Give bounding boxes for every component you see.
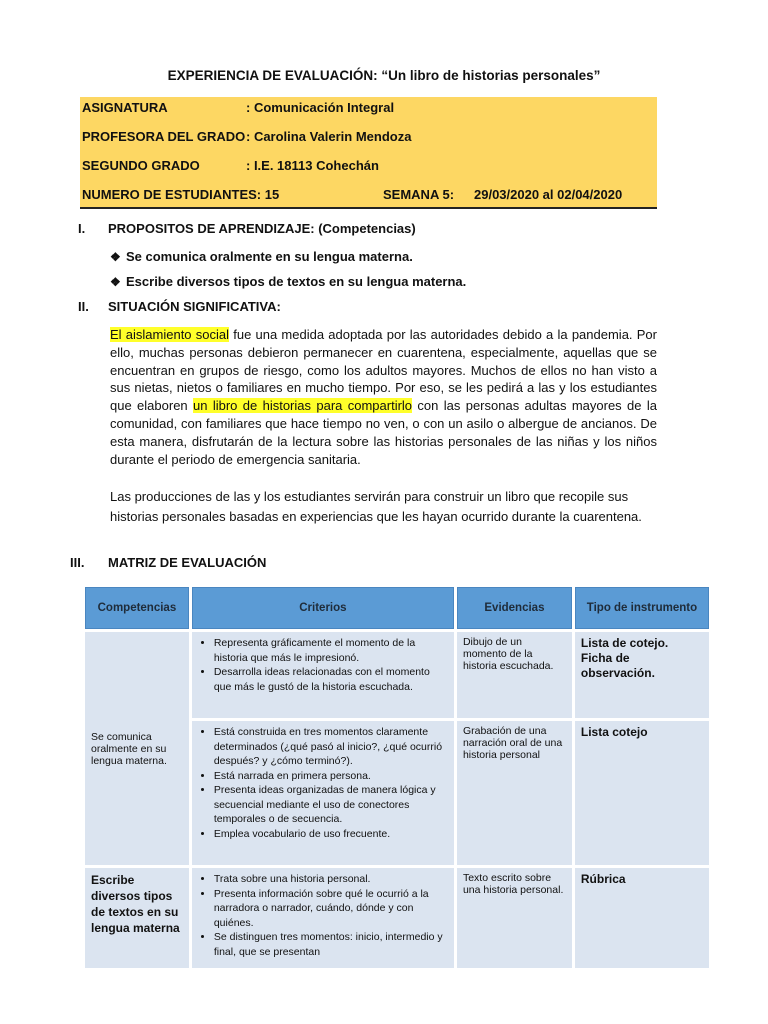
header-tipo-instrumento: Tipo de instrumento	[575, 587, 709, 629]
evidencia-cell: Texto escrito sobre una historia personal.	[457, 868, 572, 968]
section-2-heading	[78, 299, 678, 317]
instrumento-line: Lista de cotejo.	[580, 636, 669, 650]
purpose-bullet	[110, 274, 466, 289]
section-3-heading	[70, 555, 670, 573]
header-competencias: Competencias	[85, 587, 189, 629]
estudiantes-label: NUMERO DE ESTUDIANTES: 15	[82, 187, 280, 202]
diamond-bullet-icon: ❖	[110, 250, 121, 264]
situation-paragraph	[110, 326, 657, 468]
purpose-text: Escribe diversos tipos de textos en su lengua materna.	[126, 274, 467, 289]
section-3-number: III.	[70, 555, 85, 570]
semana-value: 29/03/2020 al 02/04/2020	[474, 187, 623, 202]
criterio-item: • Presenta ideas organizadas de manera lógica y secuencial mediante el uso de conectores temporales o de secuencia.	[214, 783, 448, 827]
highlight-text: un libro de historias para compartirlo	[193, 398, 413, 414]
header-evidencias: Evidencias	[457, 587, 572, 629]
section-1-heading	[78, 221, 678, 239]
criterio-item: • Se distinguen tres momentos: inicio, intermedio y final, que se presentan	[214, 930, 448, 959]
evidencia-cell: Dibujo de un momento de la historia escuchada.	[457, 632, 572, 718]
criterio-item: • Está narrada en primera persona.	[214, 769, 448, 784]
table-header-row	[85, 587, 709, 629]
table-row	[85, 868, 709, 968]
section-1-title: PROPOSITOS DE APRENDIZAJE: (Competencias)	[108, 221, 416, 236]
instrumento-cell: Rúbrica	[575, 868, 709, 968]
section-2-title: SITUACIÓN SIGNIFICATIVA:	[108, 299, 281, 314]
document-title: EXPERIENCIA DE EVALUACIÓN: “Un libro de historias personales”	[167, 68, 601, 83]
table-row	[85, 632, 709, 718]
evaluation-matrix	[82, 584, 712, 971]
asignatura-label: ASIGNATURA	[82, 100, 168, 115]
criterio-item: • Emplea vocabulario de uso frecuente.	[214, 827, 448, 842]
criterios-cell	[192, 721, 454, 865]
criterio-item: • Presenta información sobre qué le ocurrió a la narradora o narrador, cuándo, dónde y con quiénes.	[214, 887, 448, 931]
criterios-cell	[192, 868, 454, 968]
criterio-item: • Representa gráficamente el momento de la historia que más le impresionó.	[214, 636, 448, 665]
instrumento-cell	[575, 632, 709, 718]
grado-value: : I.E. 18113 Cohechán	[246, 158, 379, 173]
profesora-label: PROFESORA DEL GRADO	[82, 129, 246, 144]
highlight-text: El aislamiento social	[110, 327, 229, 342]
situation-paragraph-2: Las producciones de las y los estudiantes servirán para construir un libro que recopile sus historias personales basadas en experiencias que les hayan ocurrido durante la cuarentena.	[110, 489, 642, 524]
asignatura-value: : Comunicación Integral	[246, 100, 395, 115]
semana-label: SEMANA 5:	[383, 187, 455, 202]
criterios-cell	[192, 632, 454, 718]
section-3-title: MATRIZ DE EVALUACIÓN	[108, 555, 267, 570]
purpose-text: Se comunica oralmente en su lengua materna.	[126, 249, 413, 264]
criterio-item: • Trata sobre una historia personal.	[214, 872, 448, 887]
section-1-number: I.	[78, 221, 86, 236]
evidencia-cell: Grabación de una narración oral de una historia personal	[457, 721, 572, 865]
paragraph-text: fue una medida adoptada por las autoridades debido a la pandemia. Por ello, muchas personas debieron permanecer en cuarentena, especialmente, aquellas que se encuentran en grupos de riesgo, como los adultos mayores. Muchos de ellos no han visto a sus nietas, nietos o familiares en mucho tiempo. Por eso, se les pedirá a las y los estudiantes que elaboren	[110, 327, 657, 414]
competencia-cell: Escribe diversos tipos de textos en su lengua materna	[85, 868, 189, 968]
competencia-cell: Se comunica oralmente en su lengua materna.	[85, 632, 189, 865]
info-box	[80, 97, 657, 209]
section-2-number: II.	[78, 299, 89, 314]
profesora-value: : Carolina Valerin Mendoza	[246, 129, 412, 144]
criterio-item: • Desarrolla ideas relacionadas con el momento que más le gustó de la historia escuchada.	[214, 665, 448, 694]
criterio-item: • Está construida en tres momentos claramente determinados (¿qué pasó al inicio?, ¿qué ocurrió después? y ¿cómo terminó?).	[214, 725, 448, 769]
diamond-bullet-icon: ❖	[110, 275, 121, 289]
purpose-bullet	[110, 249, 413, 264]
header-criterios: Criterios	[192, 587, 454, 629]
grado-label: SEGUNDO GRADO	[82, 158, 200, 173]
paragraph-text: con las personas adultas mayores de la comunidad, con familiares que hace tiempo no ven, o con un asilo o albergue de ancianos. De esta manera, disfrutarán de la lectura sobre las historias personales de las niñas y los niños durante el periodo de emergencia sanitaria.	[110, 398, 657, 467]
instrumento-line: Ficha de observación.	[580, 651, 655, 680]
instrumento-cell: Lista cotejo	[575, 721, 709, 865]
